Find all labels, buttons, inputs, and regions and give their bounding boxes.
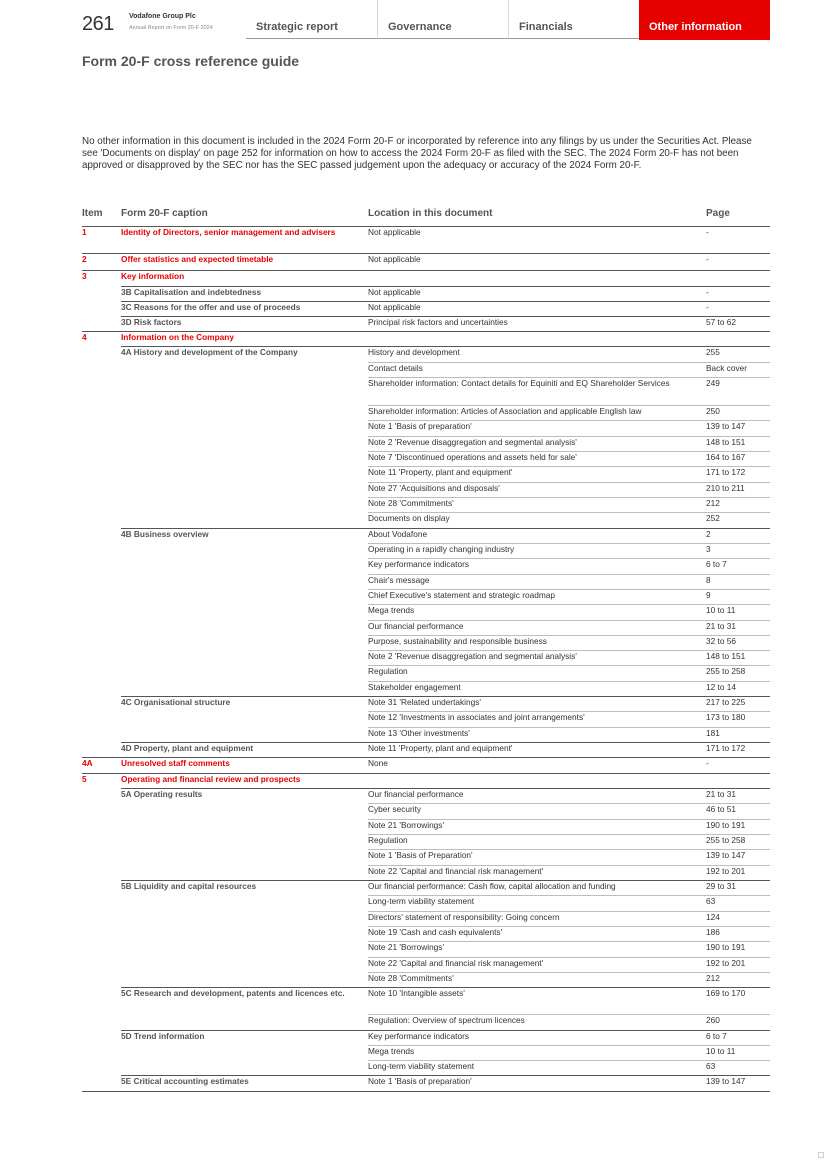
page-reference: 32 to 56: [706, 636, 736, 646]
document-location: Note 1 'Basis of preparation': [368, 1076, 472, 1086]
tab-strategic-report[interactable]: Strategic report: [246, 0, 377, 39]
document-location: Contact details: [368, 363, 423, 373]
page-reference: 164 to 167: [706, 452, 746, 462]
table-row: [82, 405, 770, 420]
document-location: Note 27 'Acquisitions and disposals': [368, 483, 500, 493]
table-row: [82, 1060, 770, 1075]
page-reference: 190 to 191: [706, 942, 746, 952]
page-reference: 255: [706, 347, 720, 357]
document-location: Note 1 'Basis of Preparation': [368, 850, 473, 860]
document-location: Note 2 'Revenue disaggregation and segmental analysis': [368, 651, 577, 661]
page-reference: 57 to 62: [706, 317, 736, 327]
tab-financials[interactable]: Financials: [508, 0, 639, 39]
table-row: [82, 420, 770, 436]
document-location: Long-term viability statement: [368, 1061, 475, 1071]
document-location: Mega trends: [368, 1046, 415, 1056]
document-location: Key performance indicators: [368, 559, 469, 569]
table-header: [82, 207, 770, 227]
tab-other-information[interactable]: Other information: [639, 0, 770, 40]
page-reference: -: [706, 227, 709, 237]
page-reference: 186: [706, 927, 720, 937]
table-row: [82, 543, 770, 558]
document-location: Stakeholder engagement: [368, 682, 461, 692]
page-title: Form 20-F cross reference guide: [82, 53, 300, 69]
table-row: [82, 1030, 770, 1045]
page-reference: 124: [706, 912, 720, 922]
table-row: [82, 742, 770, 757]
document-location: Note 21 'Borrowings': [368, 942, 445, 952]
page-reference: 3: [706, 544, 711, 554]
row-divider: [82, 270, 770, 271]
table-row: [82, 757, 770, 773]
table-row: [82, 895, 770, 911]
table-row: [82, 226, 770, 252]
page-reference: 190 to 191: [706, 820, 746, 830]
form-caption: Identity of Directors, senior management and advisers: [121, 227, 336, 237]
page-reference: 63: [706, 1061, 716, 1071]
document-location: Our financial performance: [368, 789, 464, 799]
page-reference: 10 to 11: [706, 1046, 736, 1056]
item-number: 5: [82, 774, 87, 784]
page-reference: 46 to 51: [706, 804, 736, 814]
table-row: [82, 972, 770, 987]
document-location: Chief Executive's statement and strategic roadmap: [368, 590, 555, 600]
form-caption: 4D Property, plant and equipment: [121, 743, 254, 753]
table-row: [82, 849, 770, 865]
page-number: 261: [82, 13, 114, 35]
table-row: [82, 451, 770, 466]
page-reference: 21 to 31: [706, 789, 736, 799]
table-row: [82, 301, 770, 316]
document-location: Note 28 'Commitments': [368, 973, 454, 983]
form-caption: Information on the Company: [121, 332, 234, 342]
report-name: Annual Report on Form 20-F 2024: [129, 25, 213, 31]
table-row: [82, 512, 770, 528]
table-row: [82, 650, 770, 665]
page-reference: 173 to 180: [706, 712, 746, 722]
form-caption: 4C Organisational structure: [121, 697, 231, 707]
document-location: Our financial performance: [368, 621, 464, 631]
table-row: [82, 926, 770, 941]
page-reference: 148 to 151: [706, 651, 746, 661]
form-caption: Offer statistics and expected timetable: [121, 254, 274, 264]
table-row: [82, 819, 770, 834]
form-caption: Key information: [121, 271, 185, 281]
page-reference: 169 to 170: [706, 988, 746, 998]
table-row: [82, 788, 770, 803]
table-row: [82, 880, 770, 895]
page-reference: 217 to 225: [706, 697, 746, 707]
document-location: Our financial performance: Cash flow, capital allocation and funding: [368, 881, 616, 891]
document-location: Not applicable: [368, 227, 421, 237]
document-location: Note 2 'Revenue disaggregation and segmental analysis': [368, 437, 577, 447]
page-reference: 148 to 151: [706, 437, 746, 447]
document-location: Note 31 'Related undertakings': [368, 697, 481, 707]
table-row: [82, 346, 770, 362]
table-row: [82, 331, 770, 346]
document-location: About Vodafone: [368, 529, 428, 539]
table-row: [82, 589, 770, 604]
table-row: [82, 911, 770, 926]
document-location: Not applicable: [368, 254, 421, 264]
table-row: [82, 620, 770, 635]
table-row: [82, 316, 770, 331]
document-location: None: [368, 758, 388, 768]
form-caption: 4B Business overview: [121, 529, 209, 539]
page-reference: -: [706, 302, 709, 312]
document-location: Note 10 'Intangible assets': [368, 988, 465, 998]
header-page: Page: [706, 208, 730, 219]
document-location: Not applicable: [368, 302, 421, 312]
document-location: Purpose, sustainability and responsible business: [368, 636, 547, 646]
form-caption: 3D Risk factors: [121, 317, 182, 327]
page-reference: 10 to 11: [706, 605, 736, 615]
document-location: Note 11 'Property, plant and equipment': [368, 467, 513, 477]
document-location: Shareholder information: Articles of Association and applicable English law: [368, 406, 642, 416]
document-location: Note 1 'Basis of preparation': [368, 421, 472, 431]
table-row: [82, 727, 770, 742]
page-header: [82, 0, 770, 40]
page-reference: 171 to 172: [706, 743, 746, 753]
table-row: [82, 377, 770, 405]
table-row: [82, 286, 770, 301]
page-reference: 249: [706, 378, 720, 388]
table-row: [82, 1045, 770, 1060]
table-row: [82, 604, 770, 620]
document-location: Directors' statement of responsibility: Going concern: [368, 912, 560, 922]
table-row: [82, 574, 770, 589]
form-caption: 3B Capitalisation and indebtedness: [121, 287, 262, 297]
table-row: [82, 773, 770, 788]
page-reference: 9: [706, 590, 711, 600]
table-row: [82, 834, 770, 849]
page-reference: 29 to 31: [706, 881, 736, 891]
form-caption: 4A History and development of the Company: [121, 347, 298, 357]
document-location: Note 28 'Commitments': [368, 498, 454, 508]
table-row: [82, 803, 770, 819]
page-reference: 12 to 14: [706, 682, 736, 692]
item-number: 4: [82, 332, 87, 342]
item-number: 3: [82, 271, 87, 281]
page-reference: Back cover: [706, 363, 748, 373]
page-reference: 8: [706, 575, 711, 585]
document-location: Note 22 'Capital and financial risk management': [368, 958, 544, 968]
table-row: [82, 436, 770, 451]
document-location: Not applicable: [368, 287, 421, 297]
table-row: [82, 362, 770, 377]
table-row: [82, 941, 770, 957]
table-row: [82, 681, 770, 696]
table-row: [82, 987, 770, 1014]
page-reference: 192 to 201: [706, 958, 746, 968]
form-caption: 5D Trend information: [121, 1031, 205, 1041]
page-reference: 139 to 147: [706, 1076, 746, 1086]
item-number: 2: [82, 254, 87, 264]
document-location: History and development: [368, 347, 460, 357]
page-reference: 252: [706, 513, 720, 523]
company-name: Vodafone Group Plc: [129, 13, 196, 20]
document-location: Note 21 'Borrowings': [368, 820, 445, 830]
document-location: Regulation: [368, 835, 408, 845]
section-nav: [246, 0, 770, 40]
form-caption: 5B Liquidity and capital resources: [121, 881, 257, 891]
form-caption: Operating and financial review and prospects: [121, 774, 301, 784]
table-row: [82, 1075, 770, 1091]
form-caption: Unresolved staff comments: [121, 758, 230, 768]
table-row: [82, 528, 770, 543]
tab-governance[interactable]: Governance: [377, 0, 508, 39]
form-caption: 5E Critical accounting estimates: [121, 1076, 249, 1086]
table-row: [82, 635, 770, 650]
page-reference: 171 to 172: [706, 467, 746, 477]
document-location: Note 7 'Discontinued operations and assets held for sale': [368, 452, 577, 462]
page-reference: 250: [706, 406, 720, 416]
page-reference: 255 to 258: [706, 666, 746, 676]
header-caption: Form 20-F caption: [121, 208, 208, 219]
document-location: Regulation: [368, 666, 408, 676]
document-location: Note 12 'Investments in associates and joint arrangements': [368, 712, 585, 722]
page-reference: 63: [706, 896, 716, 906]
document-location: Principal risk factors and uncertainties: [368, 317, 508, 327]
document-location: Cyber security: [368, 804, 422, 814]
table-row: [82, 466, 770, 482]
page-reference: 255 to 258: [706, 835, 746, 845]
page-reference: 192 to 201: [706, 866, 746, 876]
page-reference: 212: [706, 973, 720, 983]
document-location: Note 11 'Property, plant and equipment': [368, 743, 513, 753]
table-row: [82, 253, 770, 269]
document-location: Documents on display: [368, 513, 450, 523]
document-location: Mega trends: [368, 605, 415, 615]
page-reference: -: [706, 287, 709, 297]
page-reference: 6 to 7: [706, 559, 727, 569]
page-reference: -: [706, 254, 709, 264]
page-reference: 139 to 147: [706, 850, 746, 860]
header-location: Location in this document: [368, 208, 493, 219]
form-caption: 5C Research and development, patents and licences etc.: [121, 988, 345, 998]
document-location: Shareholder information: Contact details for Equiniti and EQ Shareholder Services: [368, 378, 670, 388]
document-location: Key performance indicators: [368, 1031, 469, 1041]
table-row: [82, 865, 770, 880]
table-row: [82, 711, 770, 727]
table-row: [82, 482, 770, 497]
document-location: Operating in a rapidly changing industry: [368, 544, 515, 554]
page-reference: 2: [706, 529, 711, 539]
table-row: [82, 497, 770, 512]
document-location: Note 19 'Cash and cash equivalents': [368, 927, 503, 937]
page-reference: 260: [706, 1015, 720, 1025]
header-item: Item: [82, 208, 103, 219]
form-caption: 3C Reasons for the offer and use of proceeds: [121, 302, 301, 312]
page-reference: 212: [706, 498, 720, 508]
table-row: [82, 957, 770, 972]
table-row: [82, 558, 770, 574]
document-location: Note 22 'Capital and financial risk management': [368, 866, 544, 876]
table-bottom-rule: [82, 1091, 770, 1092]
item-number: 4A: [82, 758, 93, 768]
page-reference: 181: [706, 728, 720, 738]
document-location: Chair's message: [368, 575, 430, 585]
document-location: Long-term viability statement: [368, 896, 475, 906]
page-reference: -: [706, 758, 709, 768]
row-divider: [121, 528, 770, 529]
item-number: 1: [82, 227, 87, 237]
table-row: [82, 1014, 770, 1030]
table-row: [82, 270, 770, 285]
page-reference: 6 to 7: [706, 1031, 727, 1041]
page-reference: 21 to 31: [706, 621, 736, 631]
page-reference: 210 to 211: [706, 483, 745, 493]
intro-paragraph: No other information in this document is included in the 2024 Form 20-F or incorporated by reference into any filings by us under the Securities Act. Please see 'Documents on display' on page 252 for information on how to access the 2024 Form 20-F as filed with the SEC. The 2024 Form 20-F has not been approved or disapproved by the SEC nor has the SEC passed judgement upon the adequacy or accuracy of the 2024 Form 20-F.: [82, 136, 752, 172]
document-location: Note 13 'Other investments': [368, 728, 470, 738]
page-reference: 139 to 147: [706, 421, 746, 431]
form-caption: 5A Operating results: [121, 789, 203, 799]
document-location: Regulation: Overview of spectrum licences: [368, 1015, 525, 1025]
table-row: [82, 696, 770, 711]
table-row: [82, 665, 770, 681]
corner-mark: [818, 1152, 824, 1158]
